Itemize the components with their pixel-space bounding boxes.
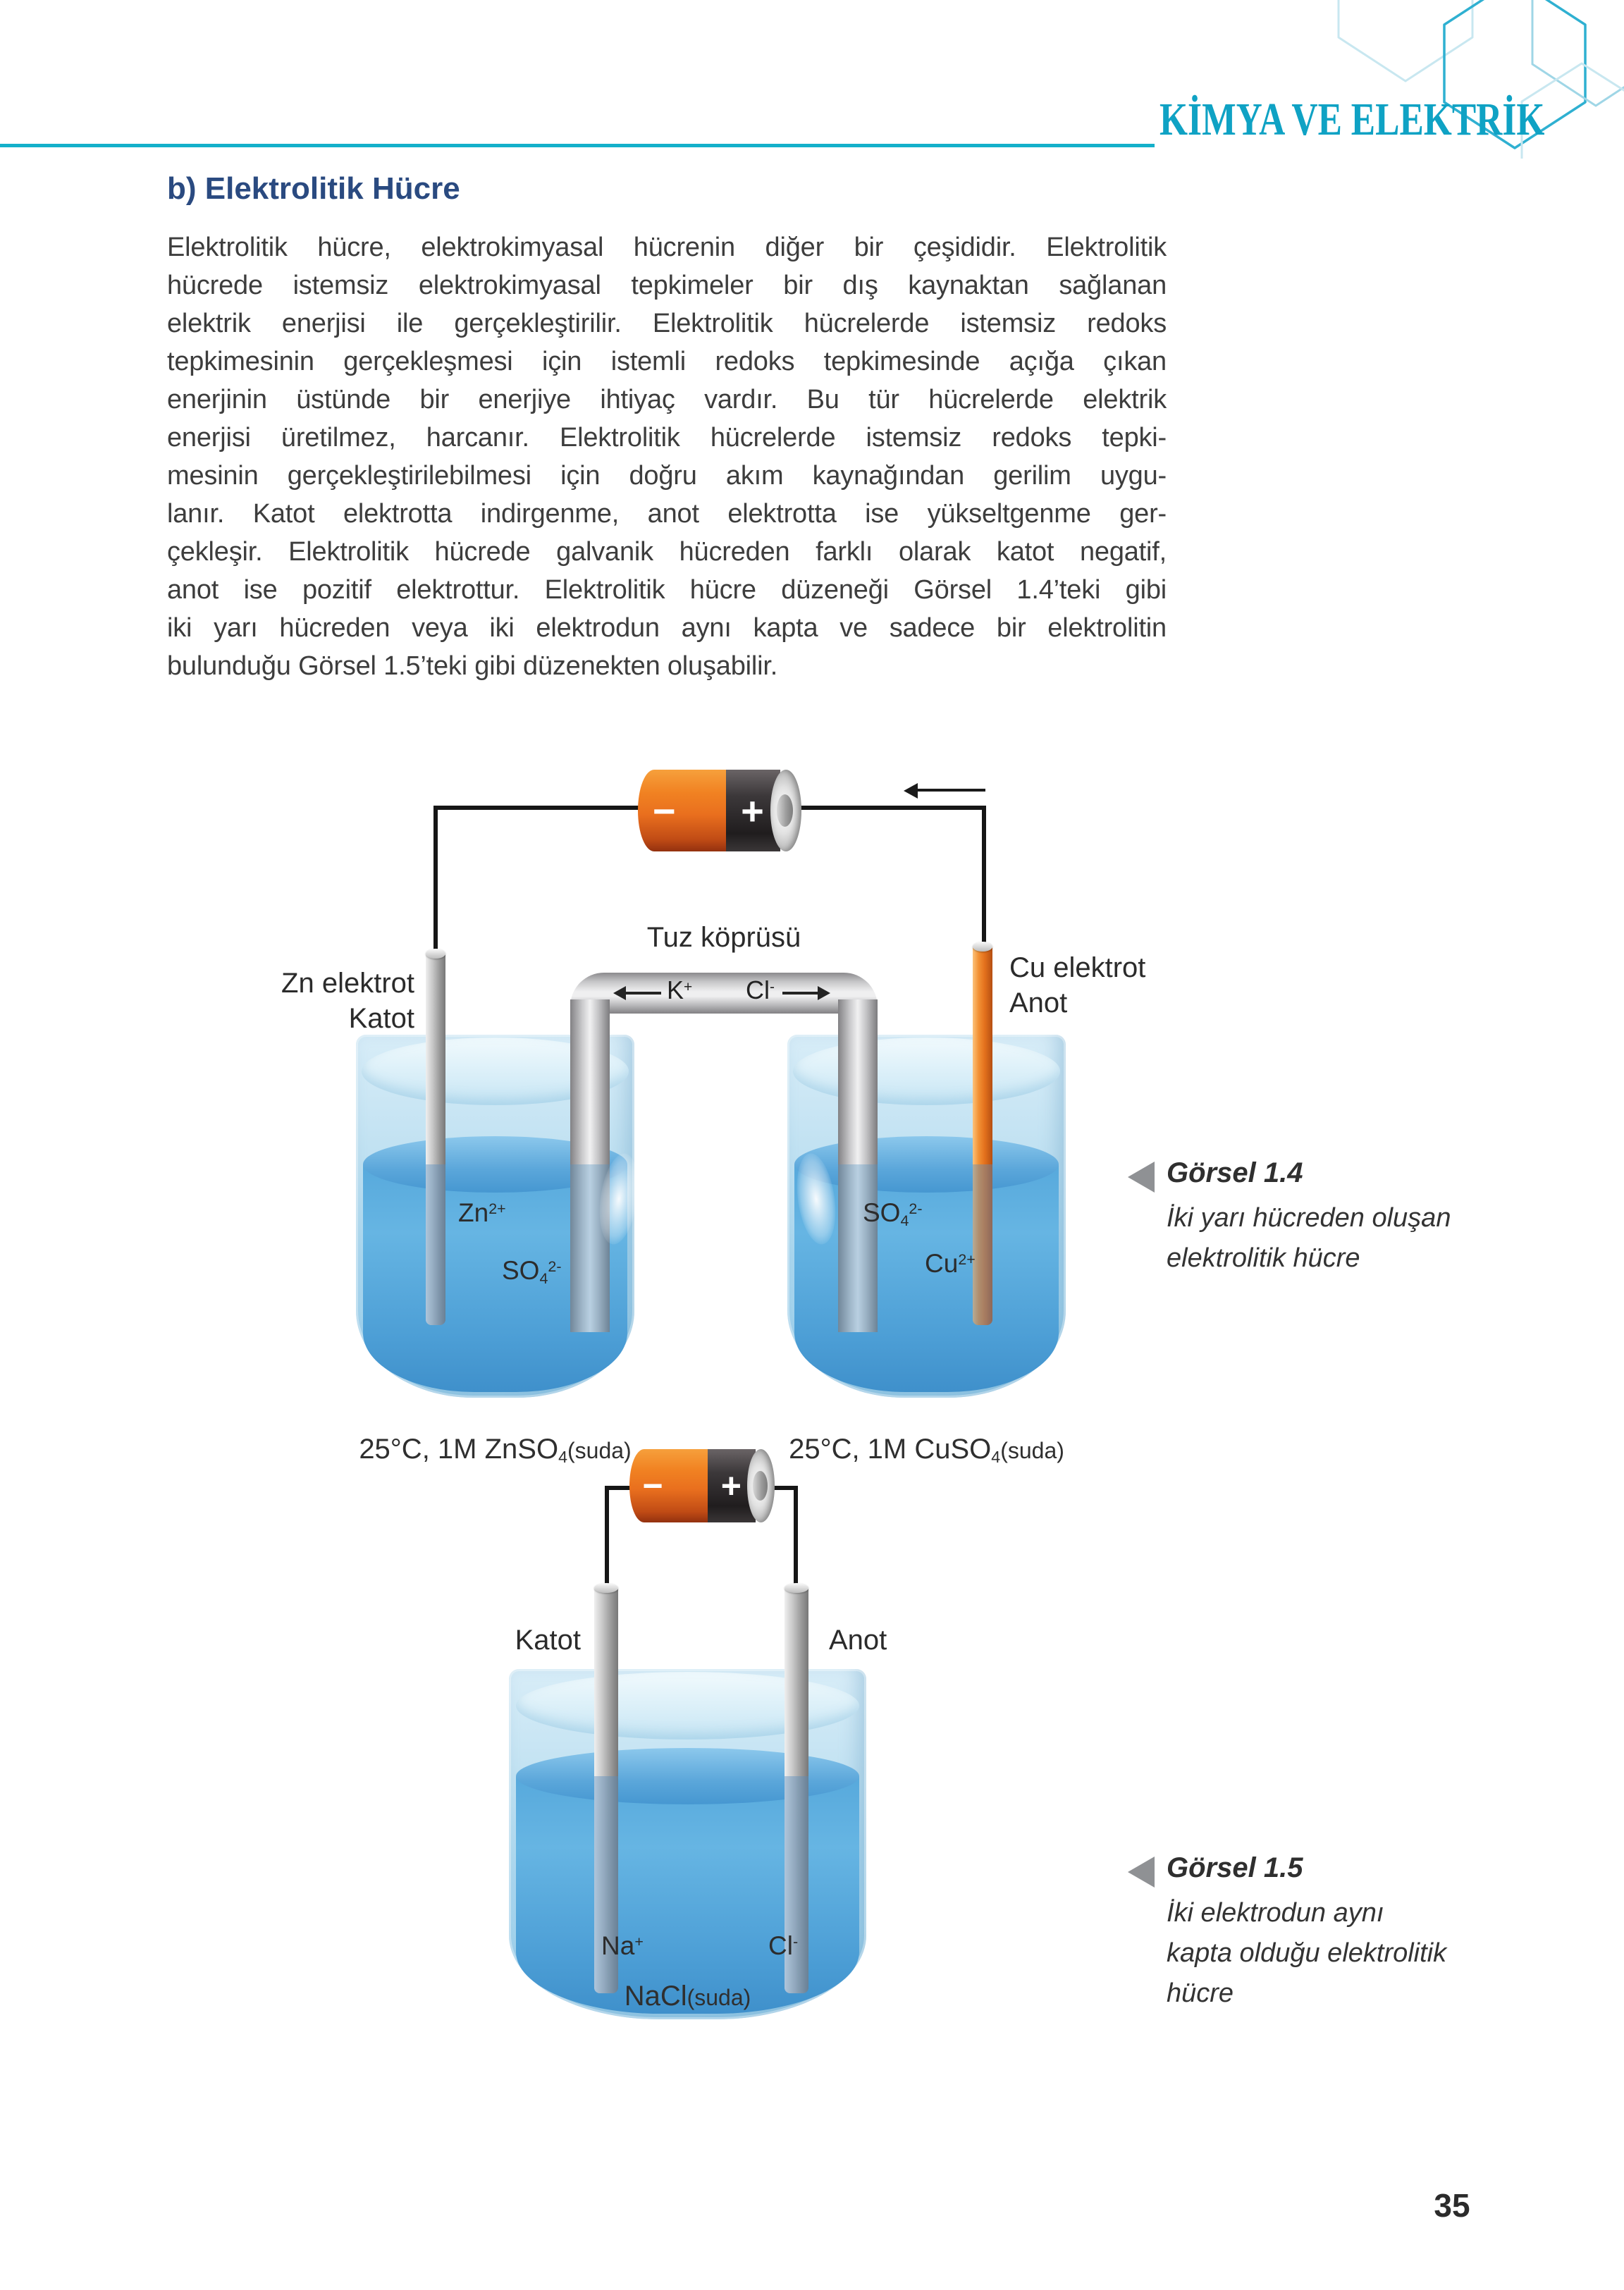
current-arrow-icon [904, 783, 918, 799]
paragraph-line: tepkimesinin gerçekleşmesi için istemli redoks tepkimesinde açığa çıkan [167, 347, 1167, 376]
paragraph-line: enerjisi üretilmez, harcanır. Elektrolitik hücrelerde istemsiz redoks tepki- [167, 423, 1167, 453]
cathode-electrode-cap [594, 1583, 618, 1593]
figure2-caption-title: Görsel 1.5 [1167, 1852, 1303, 1883]
solution-label-left [356, 1434, 634, 1465]
ion-charge: 2+ [958, 1251, 976, 1269]
anode-label: Anot [829, 1625, 887, 1656]
battery [629, 1449, 775, 1522]
cl-ion-arrow-icon [818, 986, 830, 1000]
paragraph-line: elektrik enerjisi ile gerçekleştirilir. Elektrolitik hücrelerde istemsiz redoks [167, 309, 1167, 338]
figure2-caption-text [1167, 1893, 1446, 2014]
ion-charge: - [770, 978, 775, 995]
paragraph-line: mesinin gerçekleştirilebilmesi için doğru akım kaynağından gerilim uygu- [167, 461, 1167, 491]
battery-minus-sign: − [642, 1466, 663, 1506]
figure1-caption-title: Görsel 1.4 [1167, 1157, 1303, 1188]
wire2-left-vertical [605, 1486, 609, 1590]
caption-line: hücre [1167, 1978, 1234, 2008]
beaker-single [509, 1669, 866, 2019]
sodium-ion-label [601, 1931, 644, 1961]
ion-base: SO [502, 1256, 540, 1285]
ion-charge: 2+ [488, 1200, 506, 1218]
ion-charge: - [792, 1933, 799, 1951]
salt-bridge-right-leg-submerged [838, 1164, 878, 1332]
electrode-name: Cu elektrot [1009, 952, 1146, 983]
paragraph-line: lanır. Katot elektrotta indirgenme, anot elektrotta ise yükseltgenme ger- [167, 499, 1167, 529]
caption-marker-icon [1128, 1162, 1155, 1193]
zinc-electrode-submerged [426, 1164, 445, 1325]
current-arrow-shaft [918, 789, 985, 792]
wire2-right-vertical [794, 1486, 798, 1590]
solution-surface [794, 1136, 1059, 1193]
paragraph-line: hücrede istemsiz elektrokimyasal tepkimeler bir dış kaynaktan sağlanan [167, 271, 1167, 300]
chloride-ion-label-beaker [768, 1931, 798, 1961]
formula-subscript: 4 [558, 1448, 567, 1467]
sulfate-ion-label-left [502, 1256, 561, 1286]
solution-state: (suda) [687, 1985, 751, 2010]
battery-minus-sign: − [652, 788, 676, 833]
ion-charge: 2- [909, 1200, 923, 1218]
paragraph-line: enerjinin üstünde bir enerjiye ihtiyaç vardır. Bu tür hücrelerde elektrik [167, 385, 1167, 414]
k-ion-arrow-shaft [626, 992, 661, 995]
battery-plus-sign: + [720, 1466, 742, 1506]
caption-line: kapta olduğu elektrolitik [1167, 1938, 1447, 1968]
copper-electrode-cap [973, 942, 992, 952]
cathode-label: Katot [515, 1625, 581, 1656]
battery-plus-sign: + [741, 788, 764, 833]
ion-count: 4 [539, 1270, 548, 1287]
solution-state: (suda) [567, 1438, 632, 1463]
electrode-name: Zn elektrot [281, 968, 414, 999]
paragraph-line: Elektrolitik hücre, elektrokimyasal hücrenin diğer bir çeşididir. Elektrolitik [167, 233, 1167, 262]
copper-electrode-submerged [973, 1164, 992, 1325]
k-ion-arrow-icon [613, 986, 626, 1000]
battery [638, 770, 801, 851]
battery-negative-section [638, 770, 730, 851]
ion-base: SO [863, 1198, 901, 1227]
electrode-role: Katot [348, 1003, 414, 1034]
potassium-ion-label [667, 975, 692, 1005]
solution-formula: NaCl [624, 1981, 687, 2012]
solution-label-right [787, 1434, 1066, 1465]
paragraph-line: iki yarı hücreden veya iki elektrodun aynı kapta ve sadece bir elektrolitin [167, 613, 1167, 643]
caption-line: İki yarı hücreden oluşan [1167, 1203, 1451, 1233]
wire-left-horizontal [433, 806, 639, 810]
ion-charge: 2- [548, 1258, 562, 1276]
solution-formula: 25°C, 1M CuSO [789, 1434, 992, 1465]
anode-electrode-cap [785, 1583, 808, 1593]
ion-charge: + [634, 1933, 644, 1951]
battery-negative-section [629, 1449, 710, 1522]
wire-right-vertical [982, 806, 986, 951]
ion-base: Na [601, 1931, 635, 1960]
paragraph-line: bulunduğu Görsel 1.5’teki gibi düzenekten oluşabilir. [167, 651, 778, 681]
wire-right-horizontal [794, 806, 986, 810]
battery-terminal-nub [753, 1471, 768, 1501]
solution-formula: 25°C, 1M ZnSO [359, 1434, 559, 1465]
formula-subscript: 4 [991, 1448, 1001, 1467]
page-title: KİMYA VE ELEKTRİK [1159, 94, 1545, 145]
copper-ion-label [925, 1249, 976, 1279]
ion-base: Cl [768, 1931, 793, 1960]
caption-line: elektrolitik hücre [1167, 1243, 1360, 1273]
beaker-rim [793, 1038, 1060, 1105]
paragraph [167, 228, 1167, 685]
electrode-role: Anot [1009, 987, 1068, 1018]
figure1-caption-text [1167, 1198, 1451, 1279]
solution-label-nacl [509, 1981, 866, 2012]
solution-state: (suda) [1000, 1438, 1064, 1463]
ion-base: Zn [458, 1198, 489, 1227]
zinc-electrode-label [233, 966, 414, 1036]
ion-charge: + [684, 978, 693, 995]
sulfate-ion-label-right [863, 1198, 922, 1228]
wire-left-vertical [433, 806, 438, 955]
zinc-ion-label [458, 1198, 506, 1228]
cl-ion-arrow-shaft [782, 992, 818, 995]
copper-electrode-label [1009, 950, 1221, 1021]
header-rule [0, 144, 1155, 147]
salt-bridge-label: Tuz köprüsü [646, 922, 801, 953]
ion-base: K [667, 975, 684, 1004]
page-number: 35 [1434, 2187, 1470, 2224]
caption-marker-icon [1128, 1857, 1155, 1888]
ion-base: Cu [925, 1249, 959, 1278]
caption-line: İki elektrodun aynı [1167, 1898, 1384, 1928]
zinc-electrode-cap [426, 949, 445, 959]
section-heading: b) Elektrolitik Hücre [167, 171, 460, 206]
chloride-ion-label [746, 975, 775, 1005]
paragraph-line: çekleşir. Elektrolitik hücrede galvanik hücreden farklı olarak katot negatif, [167, 537, 1167, 567]
ion-base: Cl [746, 975, 770, 1004]
paragraph-line: anot ise pozitif elektrottur. Elektrolitik hücre düzeneği Görsel 1.4’teki gibi [167, 575, 1167, 605]
ion-count: 4 [900, 1212, 909, 1229]
